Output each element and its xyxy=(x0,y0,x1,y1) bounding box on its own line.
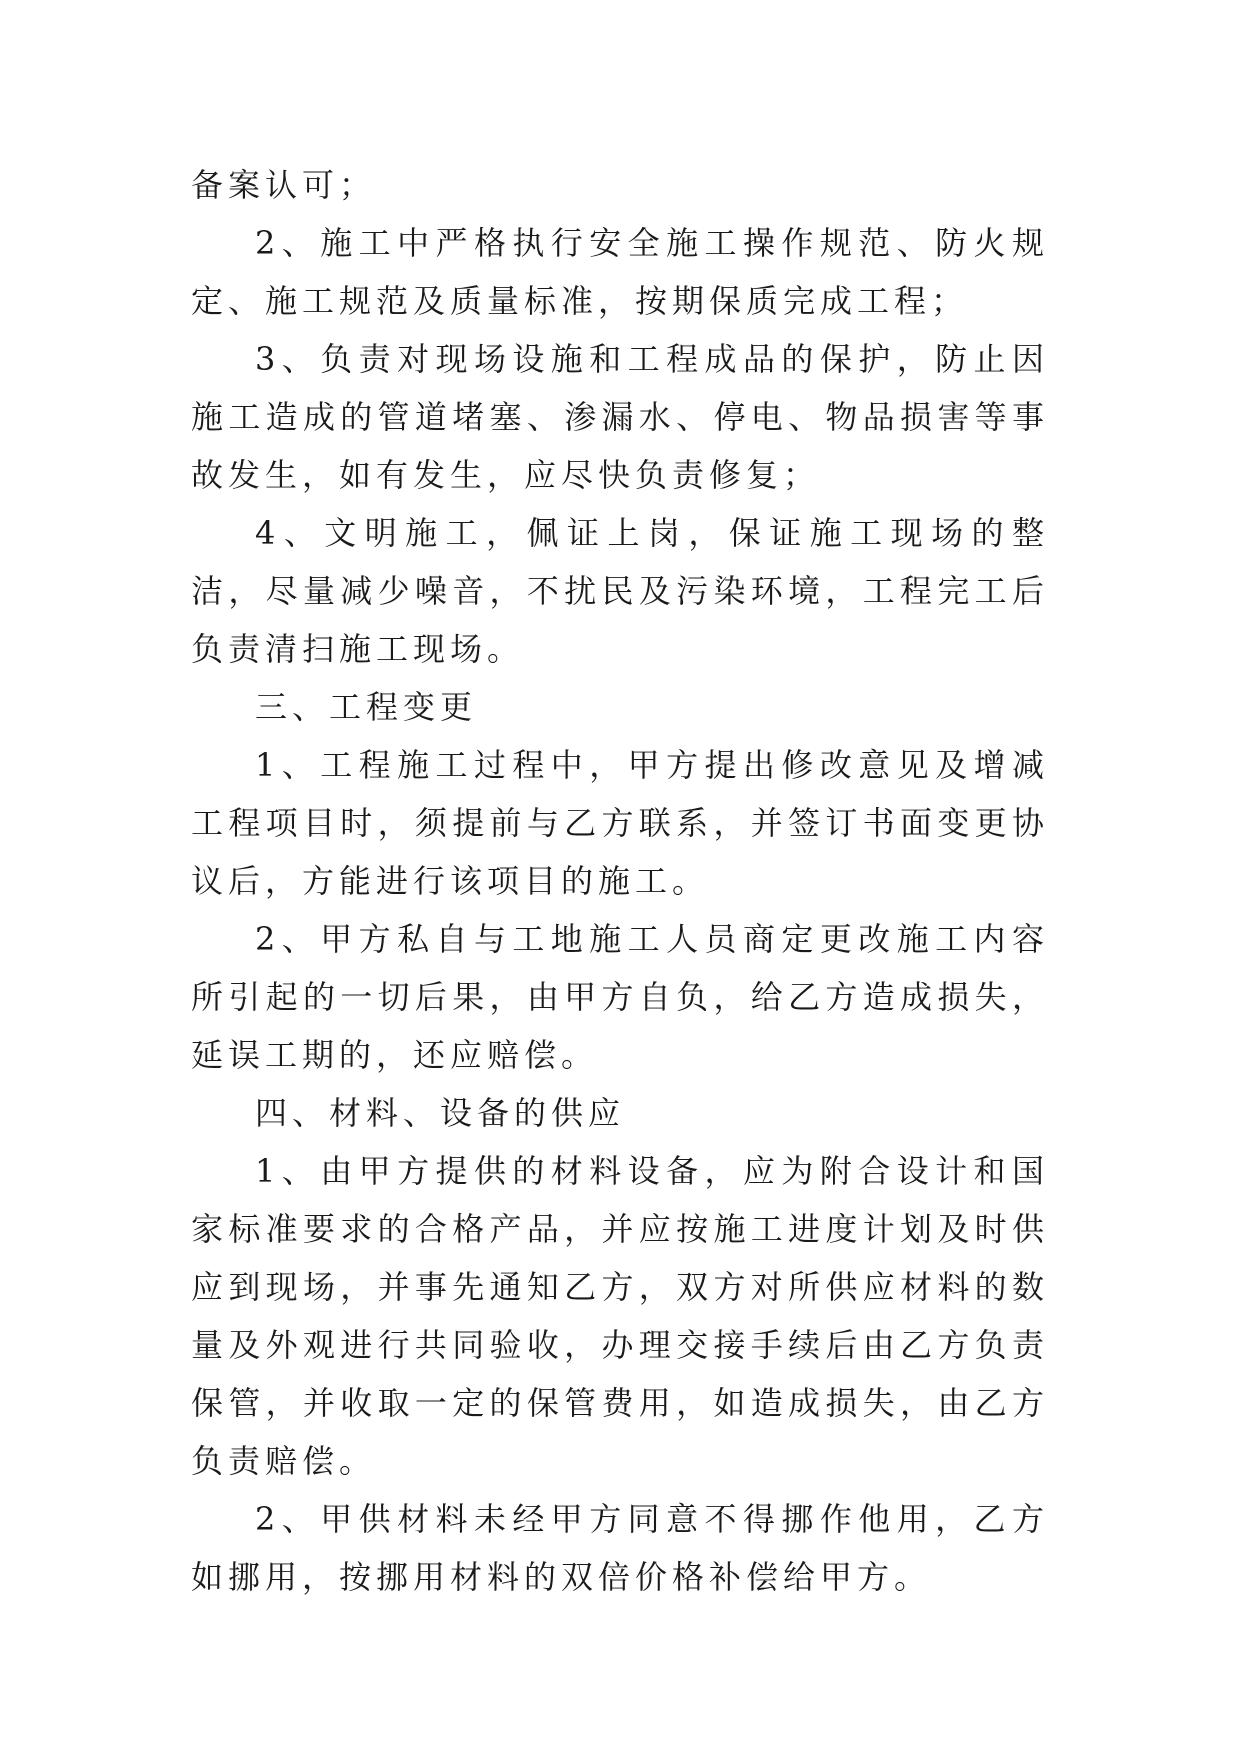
section-heading-materials-supply: 四、材料、设备的供应 xyxy=(255,1094,626,1132)
paragraph-item-3-protection: 3、负责对现场设施和工程成品的保护，防止因施工造成的管道堵塞、渗漏水、停电、物品损害等事故发生，如有发生，应尽快负责修复； xyxy=(191,340,1049,494)
paragraph-continuation: 备案认可； xyxy=(191,166,377,204)
paragraph-change-item-1: 1、工程施工过程中，甲方提出修改意见及增减工程项目时，须提前与乙方联系，并签订书面变更协议后，方能进行该项目的施工。 xyxy=(191,746,1049,900)
document-body xyxy=(191,156,1049,1606)
paragraph-change-item-2: 2、甲方私自与工地施工人员商定更改施工内容所引起的一切后果，由甲方自负，给乙方造成损失，延误工期的，还应赔偿。 xyxy=(191,920,1049,1074)
section-heading-engineering-change: 三、工程变更 xyxy=(255,688,478,726)
paragraph-materials-item-1: 1、由甲方提供的材料设备，应为附合设计和国家标准要求的合格产品，并应按施工进度计划及时供应到现场，并事先通知乙方，双方对所供应材料的数量及外观进行共同验收，办理交接手续后由乙方负责保管，并收取一定的保管费用，如造成损失，由乙方负责赔偿。 xyxy=(191,1152,1049,1480)
paragraph-item-2-safety: 2、施工中严格执行安全施工操作规范、防火规定、施工规范及质量标准，按期保质完成工程； xyxy=(191,224,1049,320)
paragraph-materials-item-2: 2、甲供材料未经甲方同意不得挪作他用，乙方如挪用，按挪用材料的双倍价格补偿给甲方。 xyxy=(191,1500,1049,1596)
paragraph-item-4-civilized-construction: 4、文明施工，佩证上岗，保证施工现场的整洁，尽量减少噪音，不扰民及污染环境，工程完工后负责清扫施工现场。 xyxy=(191,514,1049,668)
